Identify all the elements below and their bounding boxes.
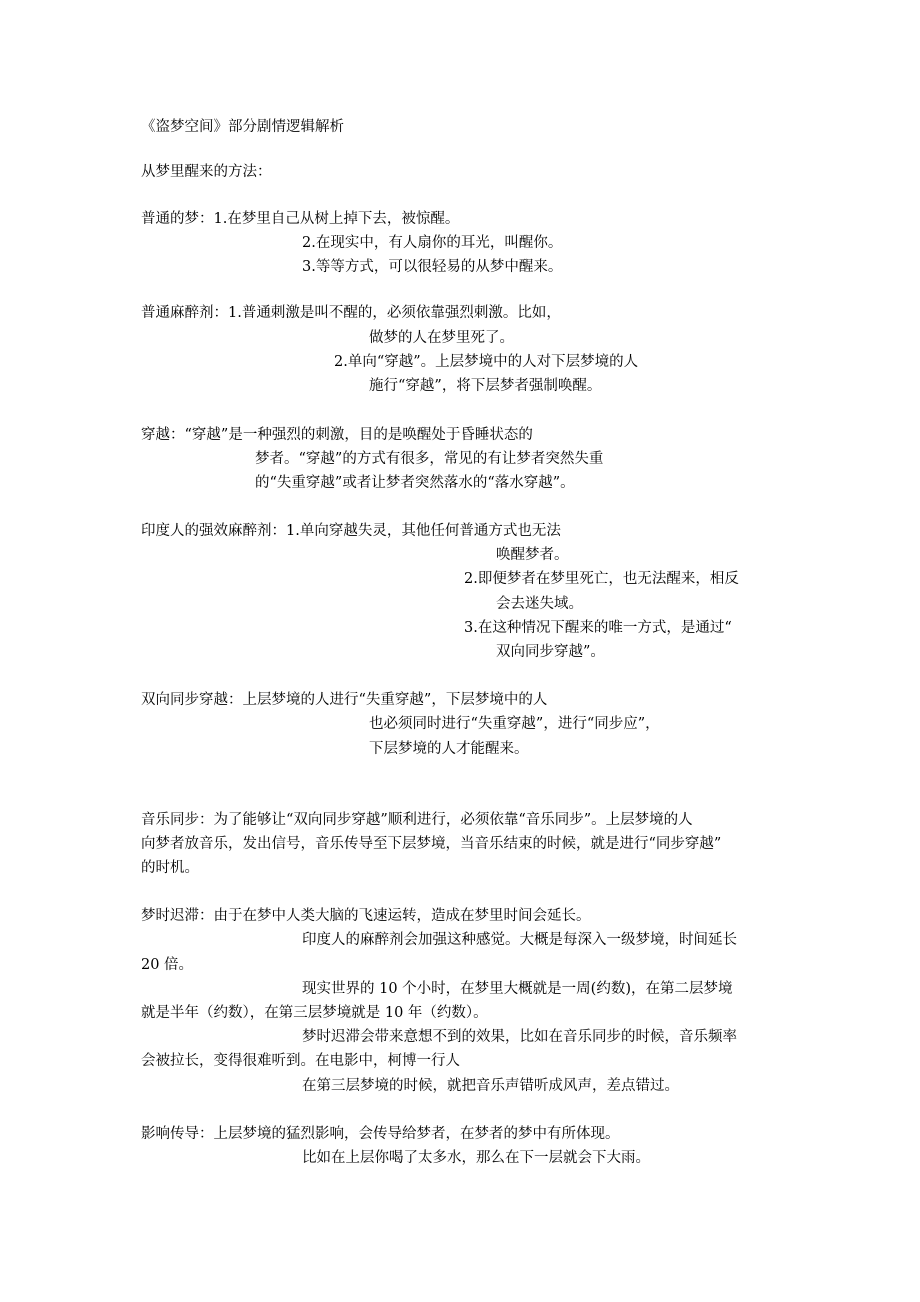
music-sync-line-2: 向梦者放音乐，发出信号，音乐传导至下层梦境，当音乐结束的时候，就是进行“同步穿越” <box>141 836 722 852</box>
document-title: 《盗梦空间》部分剧情逻辑解析 <box>141 119 344 135</box>
indian-sedative-line-1: 印度人的强效麻醉剂：1.单向穿越失灵，其他任何普通方式也无法 <box>141 523 561 539</box>
influence-line-2: 比如在上层你喝了太多水，那么在下一层就会下大雨。 <box>302 1150 650 1166</box>
indian-sedative-line-3: 2.即便梦者在梦里死亡，也无法醒来，相反 <box>464 571 739 587</box>
time-dilation-line-3: 20 倍。 <box>141 957 194 973</box>
time-dilation-line-8: 在第三层梦境的时候，就把音乐声错听成风声，差点错过。 <box>302 1078 679 1094</box>
sync-kick-line-3: 下层梦境的人才能醒来。 <box>369 741 529 757</box>
anesthetic-line-1: 普通麻醉剂：1.普通刺激是叫不醒的，必须依靠强烈刺激。比如， <box>141 305 561 321</box>
wake-methods-heading: 从梦里醒来的方法： <box>141 164 272 180</box>
ordinary-dream-line-1: 普通的梦：1.在梦里自己从树上掉下去，被惊醒。 <box>141 211 460 227</box>
anesthetic-line-3: 2.单向“穿越”。上层梦境中的人对下层梦境的人 <box>334 354 639 370</box>
kick-line-3: 的“失重穿越”或者让梦者突然落水的“落水穿越”。 <box>255 475 575 491</box>
music-sync-line-1: 音乐同步：为了能够让“双向同步穿越”顺利进行，必须依靠“音乐同步”。上层梦境的人 <box>141 812 693 828</box>
kick-line-2: 梦者。“穿越”的方式有很多，常见的有让梦者突然失重 <box>255 451 604 467</box>
kick-line-1: 穿越：“穿越”是一种强烈的刺激，目的是唤醒处于昏睡状态的 <box>141 427 533 443</box>
anesthetic-line-4: 施行“穿越”，将下层梦者强制唤醒。 <box>369 378 602 394</box>
indian-sedative-line-4: 会去迷失域。 <box>496 596 583 612</box>
music-sync-line-3: 的时机。 <box>141 860 199 876</box>
sync-kick-line-1: 双向同步穿越：上层梦境的人进行“失重穿越”，下层梦境中的人 <box>141 692 548 708</box>
ordinary-dream-line-3: 3.等等方式，可以很轻易的从梦中醒来。 <box>302 259 563 275</box>
time-dilation-line-4: 现实世界的 10 个小时，在梦里大概就是一周(约数)，在第二层梦境 <box>302 981 733 997</box>
anesthetic-line-2: 做梦的人在梦里死了。 <box>369 330 514 346</box>
time-dilation-line-6: 梦时迟滞会带来意想不到的效果，比如在音乐同步的时候，音乐频率 <box>302 1029 737 1045</box>
ordinary-dream-line-2: 2.在现实中，有人扇你的耳光，叫醒你。 <box>302 235 563 251</box>
time-dilation-line-2: 印度人的麻醉剂会加强这种感觉。大概是每深入一级梦境，时间延长 <box>302 932 737 948</box>
indian-sedative-line-2: 唤醒梦者。 <box>496 547 569 563</box>
indian-sedative-line-6: 双向同步穿越”。 <box>496 644 605 660</box>
influence-line-1: 影响传导：上层梦境的猛烈影响，会传导给梦者，在梦者的梦中有所体现。 <box>141 1126 620 1142</box>
time-dilation-line-5: 就是半年（约数），在第三层梦境就是 10 年（约数）。 <box>141 1005 488 1021</box>
time-dilation-line-7: 会被拉长，变得很难听到。在电影中，柯博一行人 <box>141 1053 460 1069</box>
sync-kick-line-2: 也必须同时进行“失重穿越”，进行“同步应”， <box>369 716 660 732</box>
indian-sedative-line-5: 3.在这种情况下醒来的唯一方式，是通过“ <box>464 620 732 636</box>
time-dilation-line-1: 梦时迟滞：由于在梦中人类大脑的飞速运转，造成在梦里时间会延长。 <box>141 908 591 924</box>
